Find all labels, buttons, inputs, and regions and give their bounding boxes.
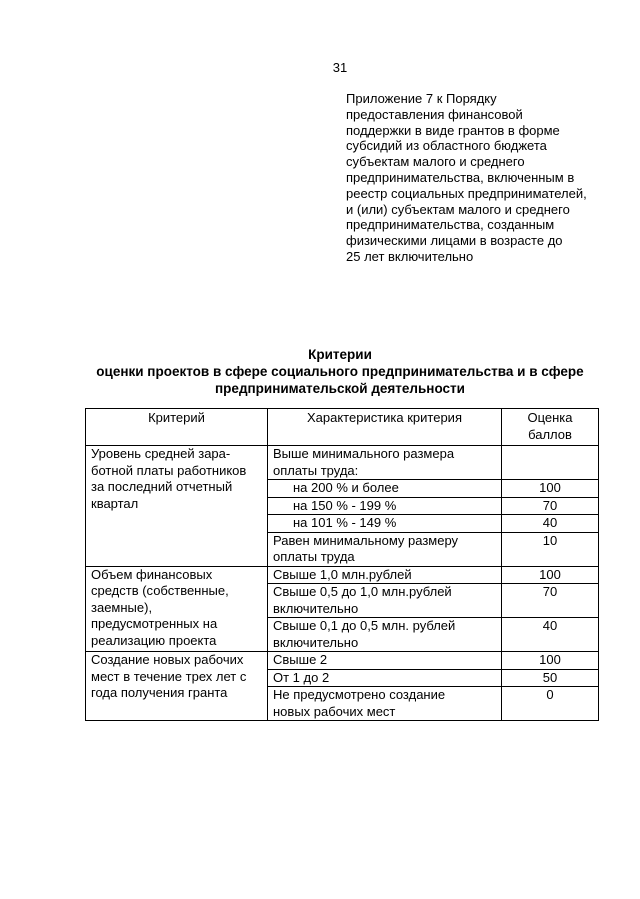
score-cell: 100 [502, 566, 599, 584]
characteristic-cell: на 101 % - 149 % [268, 515, 502, 533]
header-characteristic: Характеристика критерия [268, 409, 502, 446]
heading-subtitle-line: оценки проектов в сфере социального предпринимательства и в сфере [96, 364, 584, 379]
characteristic-cell: Свыше 2 [268, 652, 502, 670]
characteristic-cell: Свыше 1,0 млн.рублей [268, 566, 502, 584]
header-score-line: Оценка [527, 410, 573, 425]
characteristic-cell: Свыше 0,1 до 0,5 млн. рублей включительно [268, 618, 502, 652]
score-cell: 40 [502, 515, 599, 533]
table-row [86, 446, 599, 480]
criterion-cell: Объем финансовых средств (собственные, заемные), предусмотренных на реализацию проекта [86, 566, 268, 652]
header-score [502, 409, 599, 446]
score-cell [502, 446, 599, 480]
table-header-row [86, 409, 599, 446]
characteristic-cell: Равен минимальному размеру оплаты труда [268, 532, 502, 566]
header-score-line: баллов [528, 426, 572, 442]
appendix-line: и (или) субъектам малого и среднего [346, 201, 570, 217]
characteristic-cell: Выше минимального размера оплаты труда: [268, 446, 502, 480]
characteristic-cell: на 200 % и более [268, 480, 502, 498]
criteria-table [85, 408, 599, 721]
characteristic-cell: Не предусмотрено создание новых рабочих мест [268, 687, 502, 721]
characteristic-cell: на 150 % - 199 % [268, 497, 502, 515]
criterion-cell: Уровень средней зара- ботной платы работников за последний отчетный квартал [86, 446, 268, 567]
header-criterion: Критерий [86, 409, 268, 446]
appendix-line: Приложение 7 к Порядку [346, 91, 497, 106]
score-cell: 70 [502, 497, 599, 515]
score-cell: 0 [502, 687, 599, 721]
heading-title: Критерии [308, 347, 372, 362]
appendix-line: предпринимательства, созданным [346, 217, 555, 233]
appendix-line: предпринимательства, включенным в [346, 169, 575, 185]
score-cell: 50 [502, 669, 599, 687]
score-cell: 70 [502, 584, 599, 618]
appendix-line: субсидий из областного бюджета [346, 138, 547, 154]
criterion-cell: Создание новых рабочих мест в течение трех лет с года получения гранта [86, 652, 268, 721]
score-cell: 100 [502, 480, 599, 498]
heading-subtitle-line: предпринимательской деятельности [215, 381, 465, 396]
page-number: 31 [332, 60, 348, 75]
appendix-line: субъектам малого и среднего [346, 154, 525, 170]
appendix-note [346, 91, 608, 265]
score-cell: 40 [502, 618, 599, 652]
appendix-line: реестр социальных предпринимателей, [346, 185, 587, 201]
appendix-line: физическими лицами в возрасте до [346, 233, 563, 249]
appendix-line: поддержки в виде грантов в форме [346, 122, 560, 138]
score-cell: 100 [502, 652, 599, 670]
score-cell: 10 [502, 532, 599, 566]
characteristic-cell: От 1 до 2 [268, 669, 502, 687]
appendix-line: предоставления финансовой [346, 106, 523, 122]
appendix-line: 25 лет включительно [346, 248, 474, 264]
document-heading [40, 346, 640, 397]
table-row [86, 652, 599, 670]
table-row [86, 566, 599, 584]
characteristic-cell: Свыше 0,5 до 1,0 млн.рублей включительно [268, 584, 502, 618]
